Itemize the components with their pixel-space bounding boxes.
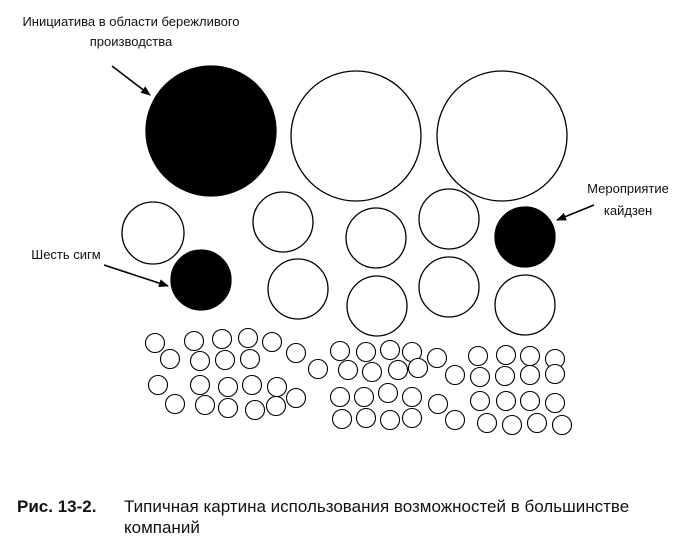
small-circle	[219, 399, 238, 418]
small-circle	[161, 350, 180, 369]
small-circle	[355, 388, 374, 407]
kaizen-event-circle	[495, 207, 555, 267]
small-circle	[379, 384, 398, 403]
small-circle	[185, 332, 204, 351]
small-circle	[497, 392, 516, 411]
medium-circle	[122, 202, 184, 264]
small-circle	[191, 376, 210, 395]
small-circle	[243, 376, 262, 395]
small-circle	[357, 409, 376, 428]
small-circle	[268, 378, 287, 397]
small-circle	[331, 388, 350, 407]
small-circle	[331, 342, 350, 361]
small-circle	[528, 414, 547, 433]
caption-number: Рис. 13-2.	[17, 497, 97, 516]
small-circle	[521, 392, 540, 411]
small-circle	[166, 395, 185, 414]
small-circle	[389, 361, 408, 380]
medium-circle	[419, 257, 479, 317]
small-circle	[309, 360, 328, 379]
lean-initiative-label-line2: производства	[89, 34, 173, 49]
small-circle	[287, 389, 306, 408]
small-circle	[428, 349, 447, 368]
small-circle	[478, 414, 497, 433]
medium-circle	[495, 275, 555, 335]
large-circle	[437, 71, 567, 201]
small-circle	[241, 350, 260, 369]
small-circles-cluster	[146, 329, 572, 435]
small-circle	[216, 351, 235, 370]
small-circle	[403, 409, 422, 428]
kaizen-label-line1: Мероприятие	[587, 181, 669, 196]
small-circle	[239, 329, 258, 348]
small-circle	[287, 344, 306, 363]
small-circle	[403, 388, 422, 407]
small-circle	[469, 347, 488, 366]
small-circle	[196, 396, 215, 415]
small-circle	[429, 395, 448, 414]
small-circle	[521, 347, 540, 366]
small-circle	[339, 361, 358, 380]
small-circle	[471, 368, 490, 387]
small-circle	[213, 330, 232, 349]
small-circle	[471, 392, 490, 411]
small-circle	[497, 346, 516, 365]
kaizen-arrow	[557, 205, 594, 220]
small-circle	[381, 411, 400, 430]
six-sigma-circle	[171, 250, 231, 310]
lean-initiative-circle	[146, 66, 276, 196]
six-sigma-arrow	[104, 265, 168, 286]
small-circle	[267, 397, 286, 416]
small-circle	[333, 410, 352, 429]
medium-circle	[347, 276, 407, 336]
six-sigma-label: Шесть сигм	[31, 247, 101, 262]
lean-initiative-arrow	[112, 66, 150, 95]
medium-circle	[419, 189, 479, 249]
small-circle	[553, 416, 572, 435]
small-circle	[546, 394, 565, 413]
small-circle	[363, 363, 382, 382]
small-circle	[503, 416, 522, 435]
small-circle	[263, 333, 282, 352]
small-circle	[191, 352, 210, 371]
medium-circle	[268, 259, 328, 319]
lean-initiative-label-line1: Инициатива в области бережливого	[22, 14, 240, 29]
small-circle	[146, 334, 165, 353]
small-circle	[446, 366, 465, 385]
small-circle	[219, 378, 238, 397]
kaizen-label-line2: кайдзен	[603, 203, 653, 218]
medium-circle	[346, 208, 406, 268]
small-circle	[246, 401, 265, 420]
caption-text: Типичная картина использования возможностей в большинстве компаний	[124, 497, 630, 537]
medium-circle	[253, 192, 313, 252]
small-circle	[149, 376, 168, 395]
large-circle	[291, 71, 421, 201]
small-circle	[381, 341, 400, 360]
small-circle	[409, 359, 428, 378]
small-circle	[496, 367, 515, 386]
small-circle	[521, 366, 540, 385]
small-circle	[357, 343, 376, 362]
small-circle	[546, 365, 565, 384]
small-circle	[446, 411, 465, 430]
